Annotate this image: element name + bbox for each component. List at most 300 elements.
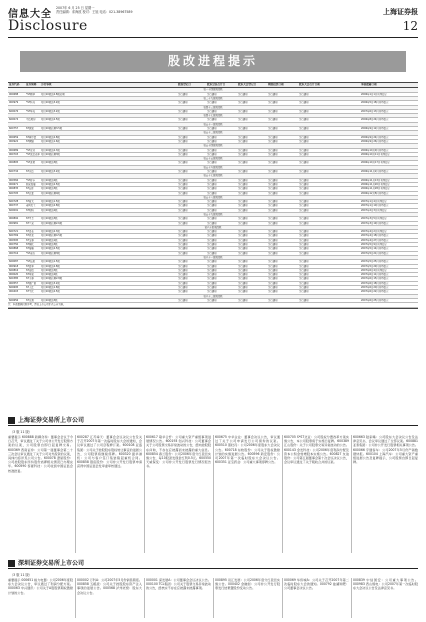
table-cell: ST新太: [26, 200, 34, 204]
table-cell: 另行通知: [299, 251, 309, 255]
table-cell: 2007年3月5日刊登提示: [361, 217, 387, 221]
table-cell: 对价10股转增3股: [41, 251, 60, 255]
table-section-row: 第五十八批股改股: [8, 196, 418, 200]
table-cell: 另行通知: [178, 273, 188, 277]
table-cell: 另行通知: [207, 251, 217, 255]
table-cell: 600091: [9, 208, 19, 212]
table-cell: *ST炎黄: [26, 161, 35, 165]
table-cell: 另行通知: [299, 298, 309, 302]
table-cell: 000020: [9, 273, 19, 277]
table-cell: 另行通知: [178, 118, 188, 122]
table-cell: 另行通知: [268, 298, 278, 302]
table-cell: 对价10股转增4股: [41, 191, 60, 195]
table-cell: 另行通知: [299, 208, 309, 212]
table-section-row: 第二十九批股改股: [8, 97, 418, 101]
table-cell: 另行通知: [268, 182, 278, 186]
table-cell: ST兰光: [26, 221, 34, 225]
heading-mark: [8, 560, 15, 567]
table-cell: 另行通知: [299, 161, 309, 165]
table-cell: 对价10股送3.2股: [41, 281, 60, 285]
table-cell: 对价10股送2.5股: [41, 247, 60, 251]
table-cell: 另行通知: [238, 277, 248, 281]
table-cell: *ST世纪光华: [26, 152, 40, 156]
table-cell: 对价10股送1.5股: [41, 260, 60, 264]
table-cell: 另行通知: [299, 243, 309, 247]
table-cell: 另行通知: [268, 187, 278, 191]
article-column: 600705 S*ST北亚：公司股权分置改革方案实施公告，本公司股票将于实施日复牌。600389 江山股份：关于公司股票交易异常波动的公告。600143 金发科技：公司2006年度利润分配及资本公积金转增股本实施公告。600827 友谊股份：公司第五届董事会第十次会议决议公告，会议审议通过了关于吸收合并的议案。: [284, 435, 349, 465]
table-cell: 另行通知: [299, 273, 309, 277]
column-divider: [351, 435, 352, 553]
article-column: 000001 深发展A：公司董事会会议决议公告。000100 TCL集团：公司关于股票交易异常波动的公告，经核实不存在应披露未披露事项。: [146, 578, 211, 591]
table-section-row: 第六十一批股改股: [8, 256, 418, 260]
table-cell: 2006年11月20日刊登提示: [361, 182, 390, 186]
heading-mark: [8, 417, 15, 424]
article-title: 深圳证券交易所上市公司: [18, 560, 85, 567]
table-cell: 另行通知: [238, 204, 248, 208]
table-cell: 对价10股送2.5股: [41, 118, 60, 122]
table-cell: 600385: [9, 277, 19, 281]
table-cell: 另行通知: [207, 182, 217, 186]
table-header: 证券简称: [26, 83, 37, 86]
table-cell: 另行通知: [268, 191, 278, 195]
table-cell: 另行通知: [299, 217, 309, 221]
table-cell: 另行通知: [207, 92, 217, 96]
table-cell: 2007年1月4日刊登提示: [361, 200, 387, 204]
table-header: 网络投票日期: [268, 83, 284, 86]
table-cell: 另行通知: [178, 187, 188, 191]
table-cell: 2007年6月18日刊登提示: [361, 281, 389, 285]
table-cell: ST银广夏: [26, 281, 37, 285]
column-divider: [351, 578, 352, 618]
paper-name: 上海证券报: [383, 7, 418, 16]
table-cell: 对价10股送2.8股转增: [41, 92, 65, 96]
table-cell: 另行通知: [299, 268, 309, 272]
table-cell: 另行通知: [268, 204, 278, 208]
table-cell: 另行通知: [238, 260, 248, 264]
table-cell: ST珠中富: [26, 135, 37, 139]
table-cell: 对价10股送2股: [41, 208, 58, 212]
table-cell: 另行通知: [299, 230, 309, 234]
table-cell: 另行通知: [178, 230, 188, 234]
reform-progress-table: [8, 82, 418, 309]
table-cell: 600721: [9, 230, 19, 234]
column-divider: [144, 435, 145, 553]
table-cell: 600076: [9, 109, 19, 113]
table-cell: 对价10股送3.2股: [41, 170, 60, 174]
table-cell: 000979: [9, 101, 19, 105]
table-cell: *ST舒卡: [26, 178, 35, 182]
table-cell: 600816: [9, 268, 19, 272]
table-cell: 另行通知: [299, 178, 309, 182]
table-cell: 另行通知: [268, 148, 278, 152]
table-cell: 另行通知: [238, 92, 248, 96]
table-cell: 另行通知: [268, 286, 278, 290]
table-cell: *ST科苑: [26, 101, 35, 105]
table-cell: 对价10股送2.5股: [41, 290, 60, 294]
table-cell: 另行通知: [299, 139, 309, 143]
table-header: 股东会议召开日: [207, 83, 226, 86]
table-cell: 另行通知: [207, 238, 217, 242]
table-cell: 另行通知: [207, 200, 217, 204]
table-cell: 另行通知: [238, 152, 248, 156]
heading-rule: [8, 425, 418, 426]
table-cell: 另行通知: [238, 268, 248, 272]
table-cell: 另行通知: [299, 127, 309, 131]
table-cell: 另行通知: [268, 234, 278, 238]
table-cell: 2006年9月24日刊登提示: [361, 135, 389, 139]
table-cell: 000595: [9, 238, 19, 242]
table-cell: ST梅雁: [26, 247, 34, 251]
table-cell: 另行通知: [268, 243, 278, 247]
table-cell: 另行通知: [238, 118, 248, 122]
table-cell: 对价10股送1股: [41, 238, 58, 242]
article-column: 000069 华侨城A：公司关于召开2007年第二次临时股东大会的通知。000792 盐湖钾肥：公司董事会决议公告。: [284, 578, 349, 591]
table-cell: ST生化: [26, 290, 34, 294]
table-cell: 另行通知: [207, 221, 217, 225]
table-cell: 2007年6月25日刊登提示: [361, 298, 389, 302]
table-cell: 另行通知: [268, 217, 278, 221]
table-cell: 对价10股送2.8股: [41, 135, 60, 139]
table-cell: 另行通知: [178, 290, 188, 294]
table-header: 股东大会登记日: [238, 83, 257, 86]
article-subtitle: （3 版 11 版）: [10, 430, 32, 434]
masthead-info: [56, 6, 132, 14]
article-heading: [8, 416, 418, 426]
table-cell: 对价10股转增3股: [41, 152, 60, 156]
table-cell: ST安信: [26, 268, 34, 272]
table-cell: 另行通知: [268, 230, 278, 234]
table-cell: 另行通知: [207, 170, 217, 174]
table-cell: 对价10股送3股: [41, 161, 58, 165]
table-cell: ST亚华: [26, 264, 34, 268]
table-cell: 另行通知: [207, 247, 217, 251]
table-cell: 另行通知: [238, 187, 248, 191]
article-heading: [8, 559, 418, 569]
table-cell: 另行通知: [299, 234, 309, 238]
table-cell: 000922: [9, 139, 19, 143]
table-section-row: 第一十四批股改股: [8, 88, 418, 92]
table-section-row: 第五十二批股改股: [8, 131, 418, 135]
table-cell: 另行通知: [178, 277, 188, 281]
table-cell: 另行通知: [178, 243, 188, 247]
table-cell: 另行通知: [207, 101, 217, 105]
table-cell: 另行通知: [238, 139, 248, 143]
table-cell: 另行通知: [268, 221, 278, 225]
table-cell: 另行通知: [299, 187, 309, 191]
table-cell: 另行通知: [207, 118, 217, 122]
table-cell: *ST南方: [26, 251, 35, 255]
table-cell: 另行通知: [238, 251, 248, 255]
article-column: 重要提示 600888 新疆众和：董事会会议于今日召开，审议通过了关于公司非公开发行股票方案的议案，公司股票自即日起复牌交易。600369 西南证券：公司第一届董事会第二十三次会议审议通过了关于公司对外投资的议案，具体内容详见公司公告。600078 澄星股份：公司控股股东所持股份质押相关情况已办理完毕。600590 泰豪科技：公司收到中国证监会核准批复。: [8, 435, 73, 473]
article-column: 600663 陆家嘴：公司股东大会决议公告及法律意见书，会议审议通过了全部议案。600881 亚泰集团：公司非公开发行股票相关事项公告。600066 宇通客车：公司2007年5月份产销数据快报。600104 上海汽车：公司重大资产重组进展公告及复牌提示，公司股票自即日起复牌。: [353, 435, 418, 465]
table-cell: 对价10股送3股: [41, 187, 58, 191]
table-cell: 另行通知: [207, 204, 217, 208]
table-cell: 2007年6月4日刊登提示: [361, 268, 387, 272]
table-cell: 另行通知: [178, 148, 188, 152]
table-cell: 000737: [9, 204, 19, 208]
table-cell: 另行通知: [268, 260, 278, 264]
table-cell: ST方源: [26, 298, 34, 302]
table-cell: ST大江: [26, 286, 34, 290]
table-cell: 对价10股送2.5股: [41, 182, 60, 186]
date-line: 2007年 6 月 25 日 星期一: [56, 6, 95, 10]
table-cell: ST宝泰: [26, 238, 34, 242]
table-cell: 000659: [9, 135, 19, 139]
article-column: 000895 双汇发展：公司2006年度分红派息实施公告。000402 金融街：公司非公开发行股票发行结果暨股份变动公告。: [215, 578, 280, 591]
table-cell: 另行通知: [238, 286, 248, 290]
table-cell: 中达股份: [26, 118, 36, 122]
table-cell: 另行通知: [207, 286, 217, 290]
table-cell: 600074: [9, 118, 19, 122]
table-cell: 对价10股送3.2股: [41, 101, 60, 105]
table-cell: 另行通知: [178, 238, 188, 242]
table-cell: 000835: [9, 187, 19, 191]
table-cell: 另行通知: [207, 268, 217, 272]
article-column: 000002 万科A：公司2007年5月份销售简报。000858 五粮液：公司关于控股股东资产注入事项的进展公告。000568 泸州老窖：股东大会决议公告。: [77, 578, 142, 595]
table-cell: *ST长航: [26, 260, 35, 264]
table-cell: 另行通知: [268, 290, 278, 294]
table-cell: *ST朝华: [26, 92, 35, 96]
table-cell: 另行通知: [178, 247, 188, 251]
table-cell: 另行通知: [178, 281, 188, 285]
table-cell: 对价10股送3股: [41, 298, 58, 302]
table-cell: 另行通知: [238, 230, 248, 234]
table-cell: 另行通知: [207, 152, 217, 156]
table-cell: 南风化工: [26, 204, 36, 208]
table-cell: ST阿继: [26, 139, 34, 143]
table-cell: 2007年4月18日刊登提示: [361, 234, 389, 238]
table-header: 股权登记日: [178, 83, 191, 86]
table-cell: 另行通知: [299, 260, 309, 264]
table-cell: 另行通知: [268, 281, 278, 285]
table-cell: 另行通知: [268, 161, 278, 165]
table-cell: 对价10股送3股: [41, 217, 58, 221]
table-cell: 2006年9月26日刊登提示: [361, 139, 389, 143]
table-cell: ST明科: [26, 208, 34, 212]
table-cell: 000403: [9, 290, 19, 294]
table-cell: 另行通知: [178, 182, 188, 186]
table-cell: 对价10股转增2.6股: [41, 221, 63, 225]
column-divider: [75, 435, 76, 553]
table-cell: 阳光发展: [26, 182, 36, 186]
column-divider: [282, 578, 283, 618]
table-cell: 000557: [9, 281, 19, 285]
table-cell: 000671: [9, 182, 19, 186]
table-cell: 2006年5月18日刊登提示: [361, 101, 389, 105]
table-cell: 另行通知: [178, 264, 188, 268]
table-cell: 另行通知: [178, 127, 188, 131]
table-cell: *ST宏业: [26, 148, 35, 152]
table-cell: 另行通知: [207, 135, 217, 139]
table-cell: 另行通知: [299, 286, 309, 290]
table-cell: 2006年9月12日刊登提示: [361, 127, 389, 131]
table-cell: ST北亚: [26, 191, 34, 195]
table-cell: 对价10股送3股: [41, 268, 58, 272]
table-cell: 另行通知: [238, 273, 248, 277]
table-cell: 另行通知: [268, 178, 278, 182]
table-cell: 另行通知: [299, 221, 309, 225]
table-cell: 另行通知: [207, 281, 217, 285]
table-cell: ST长征: [26, 187, 34, 191]
table-cell: 另行通知: [178, 217, 188, 221]
table-cell: 另行通知: [238, 208, 248, 212]
table-cell: 另行通知: [299, 118, 309, 122]
table-cell: 另行通知: [207, 260, 217, 264]
table-cell: 000703: [9, 152, 19, 156]
table-cell: *ST华光: [26, 109, 35, 113]
heading-rule: [8, 568, 418, 569]
table-cell: 2006年12月8日刊登提示: [361, 191, 389, 195]
table-cell: 对价10股送1.6股: [41, 139, 60, 143]
table-cell: 对价10股送1.8股: [41, 286, 60, 290]
table-cell: 另行通知: [238, 182, 248, 186]
table-cell: 对价10股转增3.5股: [41, 127, 63, 131]
table-cell: 000918: [9, 264, 19, 268]
table-cell: 另行通知: [207, 161, 217, 165]
table-cell: 另行通知: [268, 208, 278, 212]
table-cell: 另行通知: [268, 273, 278, 277]
article-column: 000839 中信国安：公司重大事项公告。000983 西山煤电：公司2007年第一次临时股东大会决议公告及法律意见书。: [353, 578, 418, 591]
table-cell: 2006年11月28日刊登提示: [361, 187, 390, 191]
table-cell: 另行通知: [299, 204, 309, 208]
table-cell: 另行通知: [207, 208, 217, 212]
table-cell: 600656: [9, 298, 19, 302]
table-section-row: 第五十一批股改股: [8, 123, 418, 127]
table-cell: 另行通知: [268, 139, 278, 143]
table-cell: 另行通知: [299, 247, 309, 251]
table-cell: 对价10股送2.3股: [41, 230, 60, 234]
table-cell: ST祥龙: [26, 234, 34, 238]
table-cell: 000688: [9, 92, 19, 96]
table-cell: 另行通知: [178, 178, 188, 182]
article-column: 600675 中华企业：董事会决议公告，审议通过了关于公司申请发行公司债券的议案。600510 黑牡丹：公司2006年度股东大会决议公告。600718 东软股份：公司关于股权激励计划的实施进展公告。600596 新安股份：公司2007年第一次临时股东大会决议公告。600351 亚宝药业：公司重大事项停牌公告。: [215, 435, 280, 465]
table-cell: 另行通知: [178, 139, 188, 143]
table-cell: 另行通知: [299, 170, 309, 174]
table-section-row: 第四十七批股改股: [8, 114, 418, 118]
article-column: 600287 江苏舜天：董事会会议决议公告及关于召开2007年第一次临时股东大会的通知，会议审议通过了公司章程修订案。600108 亚盛集团：公司关于控股股东股权转让事宜的进展公告，公司股票将继续停牌。600320 振华港机：公司与客户签订集装箱起重机合同。600858 银座股份：公司非公开发行股票申请获得中国证监会发审委审核通过。: [77, 435, 142, 469]
table-cell: 另行通知: [178, 109, 188, 113]
table-cell: 2007年6月22日刊登提示: [361, 290, 389, 294]
table-cell: ST百花: [26, 230, 34, 234]
table-cell: ST星美: [26, 217, 34, 221]
table-cell: 另行通知: [238, 247, 248, 251]
table-cell: 2007年6月20日刊登提示: [361, 286, 389, 290]
column-divider: [144, 578, 145, 618]
table-cell: 另行通知: [207, 290, 217, 294]
table-section-row: 第六十批股改股: [8, 226, 418, 230]
table-cell: 另行通知: [268, 277, 278, 281]
table-cell: 另行通知: [178, 268, 188, 272]
table-cell: 另行通知: [238, 200, 248, 204]
table-cell: 另行通知: [238, 234, 248, 238]
table-cell: 另行通知: [299, 238, 309, 242]
table-cell: 对价10股送1.5股: [41, 200, 60, 204]
table-cell: 另行通知: [299, 109, 309, 113]
table-cell: ST金泰: [26, 277, 34, 281]
table-cell: 另行通知: [268, 109, 278, 113]
table-cell: 另行通知: [238, 127, 248, 131]
table-cell: 另行通知: [299, 101, 309, 105]
table-cell: 2007年1月10日刊登提示: [361, 204, 389, 208]
table-cell: 2007年5月25日刊登提示: [361, 260, 389, 264]
table-cell: 另行通知: [238, 170, 248, 174]
table-cell: 对价10股送3股: [41, 243, 58, 247]
table-cell: 另行通知: [268, 135, 278, 139]
article-column: 600617 联华合纤：公司重大资产重组事项进展情况公告。600193 创兴科技：公司董事会关于公司股票交易异常波动的公告，经向控股股东问询，不存在应披露而未披露的重大信息。600854 春兰股份：公司2006年度分红派息实施公告，每10股派发现金红利0.5元。600550 天威保变：公司非公开发行股票发行情况报告书。: [146, 435, 211, 469]
table-section-row: 第四十三批股改股: [8, 106, 418, 110]
table-cell: 另行通知: [299, 182, 309, 186]
table-cell: 2007年5月29日刊登提示: [361, 264, 389, 268]
table-cell: 600087: [9, 260, 19, 264]
table-section-row: 第五十五批股改股: [8, 157, 418, 161]
table-cell: 另行通知: [268, 247, 278, 251]
masthead-rule: [8, 37, 418, 38]
table-cell: 另行通知: [268, 200, 278, 204]
table-cell: 另行通知: [178, 191, 188, 195]
table-cell: 另行通知: [268, 152, 278, 156]
brand-title: 信息大全: [8, 9, 52, 20]
table-cell: 另行通知: [268, 127, 278, 131]
table-cell: 另行通知: [268, 170, 278, 174]
table-header: 另付事项: [41, 83, 52, 86]
table-cell: 2006年11月2日刊登提示: [361, 170, 389, 174]
table-cell: 另行通知: [238, 298, 248, 302]
table-cell: 另行通知: [299, 277, 309, 281]
table-cell: 另行通知: [299, 191, 309, 195]
table-section-row: 第六十二批股改股: [8, 295, 418, 299]
table-cell: 000981: [9, 221, 19, 225]
table-cell: 另行通知: [238, 178, 248, 182]
table-cell: 600769: [9, 234, 19, 238]
table-header: 事前披露日期: [361, 83, 377, 86]
table-cell: 另行通知: [268, 264, 278, 268]
table-cell: 对价10股送2.8股: [41, 264, 60, 268]
section-banner: 股改进程提示: [20, 51, 406, 72]
table-cell: 另行通知: [238, 238, 248, 242]
column-divider: [282, 435, 283, 553]
table-cell: 另行通知: [238, 148, 248, 152]
table-cell: 另行通知: [299, 281, 309, 285]
table-cell: 000750: [9, 243, 19, 247]
table-cell: 另行通知: [238, 281, 248, 285]
table-cell: 2007年6月11日刊登提示: [361, 273, 389, 277]
table-cell: 000689: [9, 148, 19, 152]
table-cell: 另行通知: [238, 217, 248, 221]
table-cell: 另行通知: [268, 251, 278, 255]
table-cell: 2007年6月13日刊登提示: [361, 109, 389, 113]
table-cell: 另行通知: [238, 191, 248, 195]
column-divider: [213, 578, 214, 618]
table-cell: 另行通知: [268, 118, 278, 122]
table-cell: 2007年3月19日刊登提示: [361, 221, 389, 225]
table-cell: 2007年5月9日刊登提示: [361, 243, 387, 247]
table-cell: 2006年10月9日刊登提示: [361, 148, 389, 152]
table-cell: 000892: [9, 217, 19, 221]
table-cell: 另行通知: [178, 92, 188, 96]
table-cell: 2006年10月11日刊登提示: [361, 152, 390, 156]
table-cell: 另行通知: [207, 127, 217, 131]
table-cell: 2006年8月24日刊登提示: [361, 118, 389, 122]
table-cell: ST华发: [26, 273, 34, 277]
table-cell: 另行通知: [238, 101, 248, 105]
table-cell: 另行通知: [178, 204, 188, 208]
table-cell: 另行通知: [178, 170, 188, 174]
table-cell: 另行通知: [238, 264, 248, 268]
table-cell: 对价10股转增4.5股: [41, 234, 63, 238]
table-cell: 另行通知: [268, 101, 278, 105]
table-cell: 另行通知: [178, 234, 188, 238]
table-cell: 另行通知: [238, 109, 248, 113]
